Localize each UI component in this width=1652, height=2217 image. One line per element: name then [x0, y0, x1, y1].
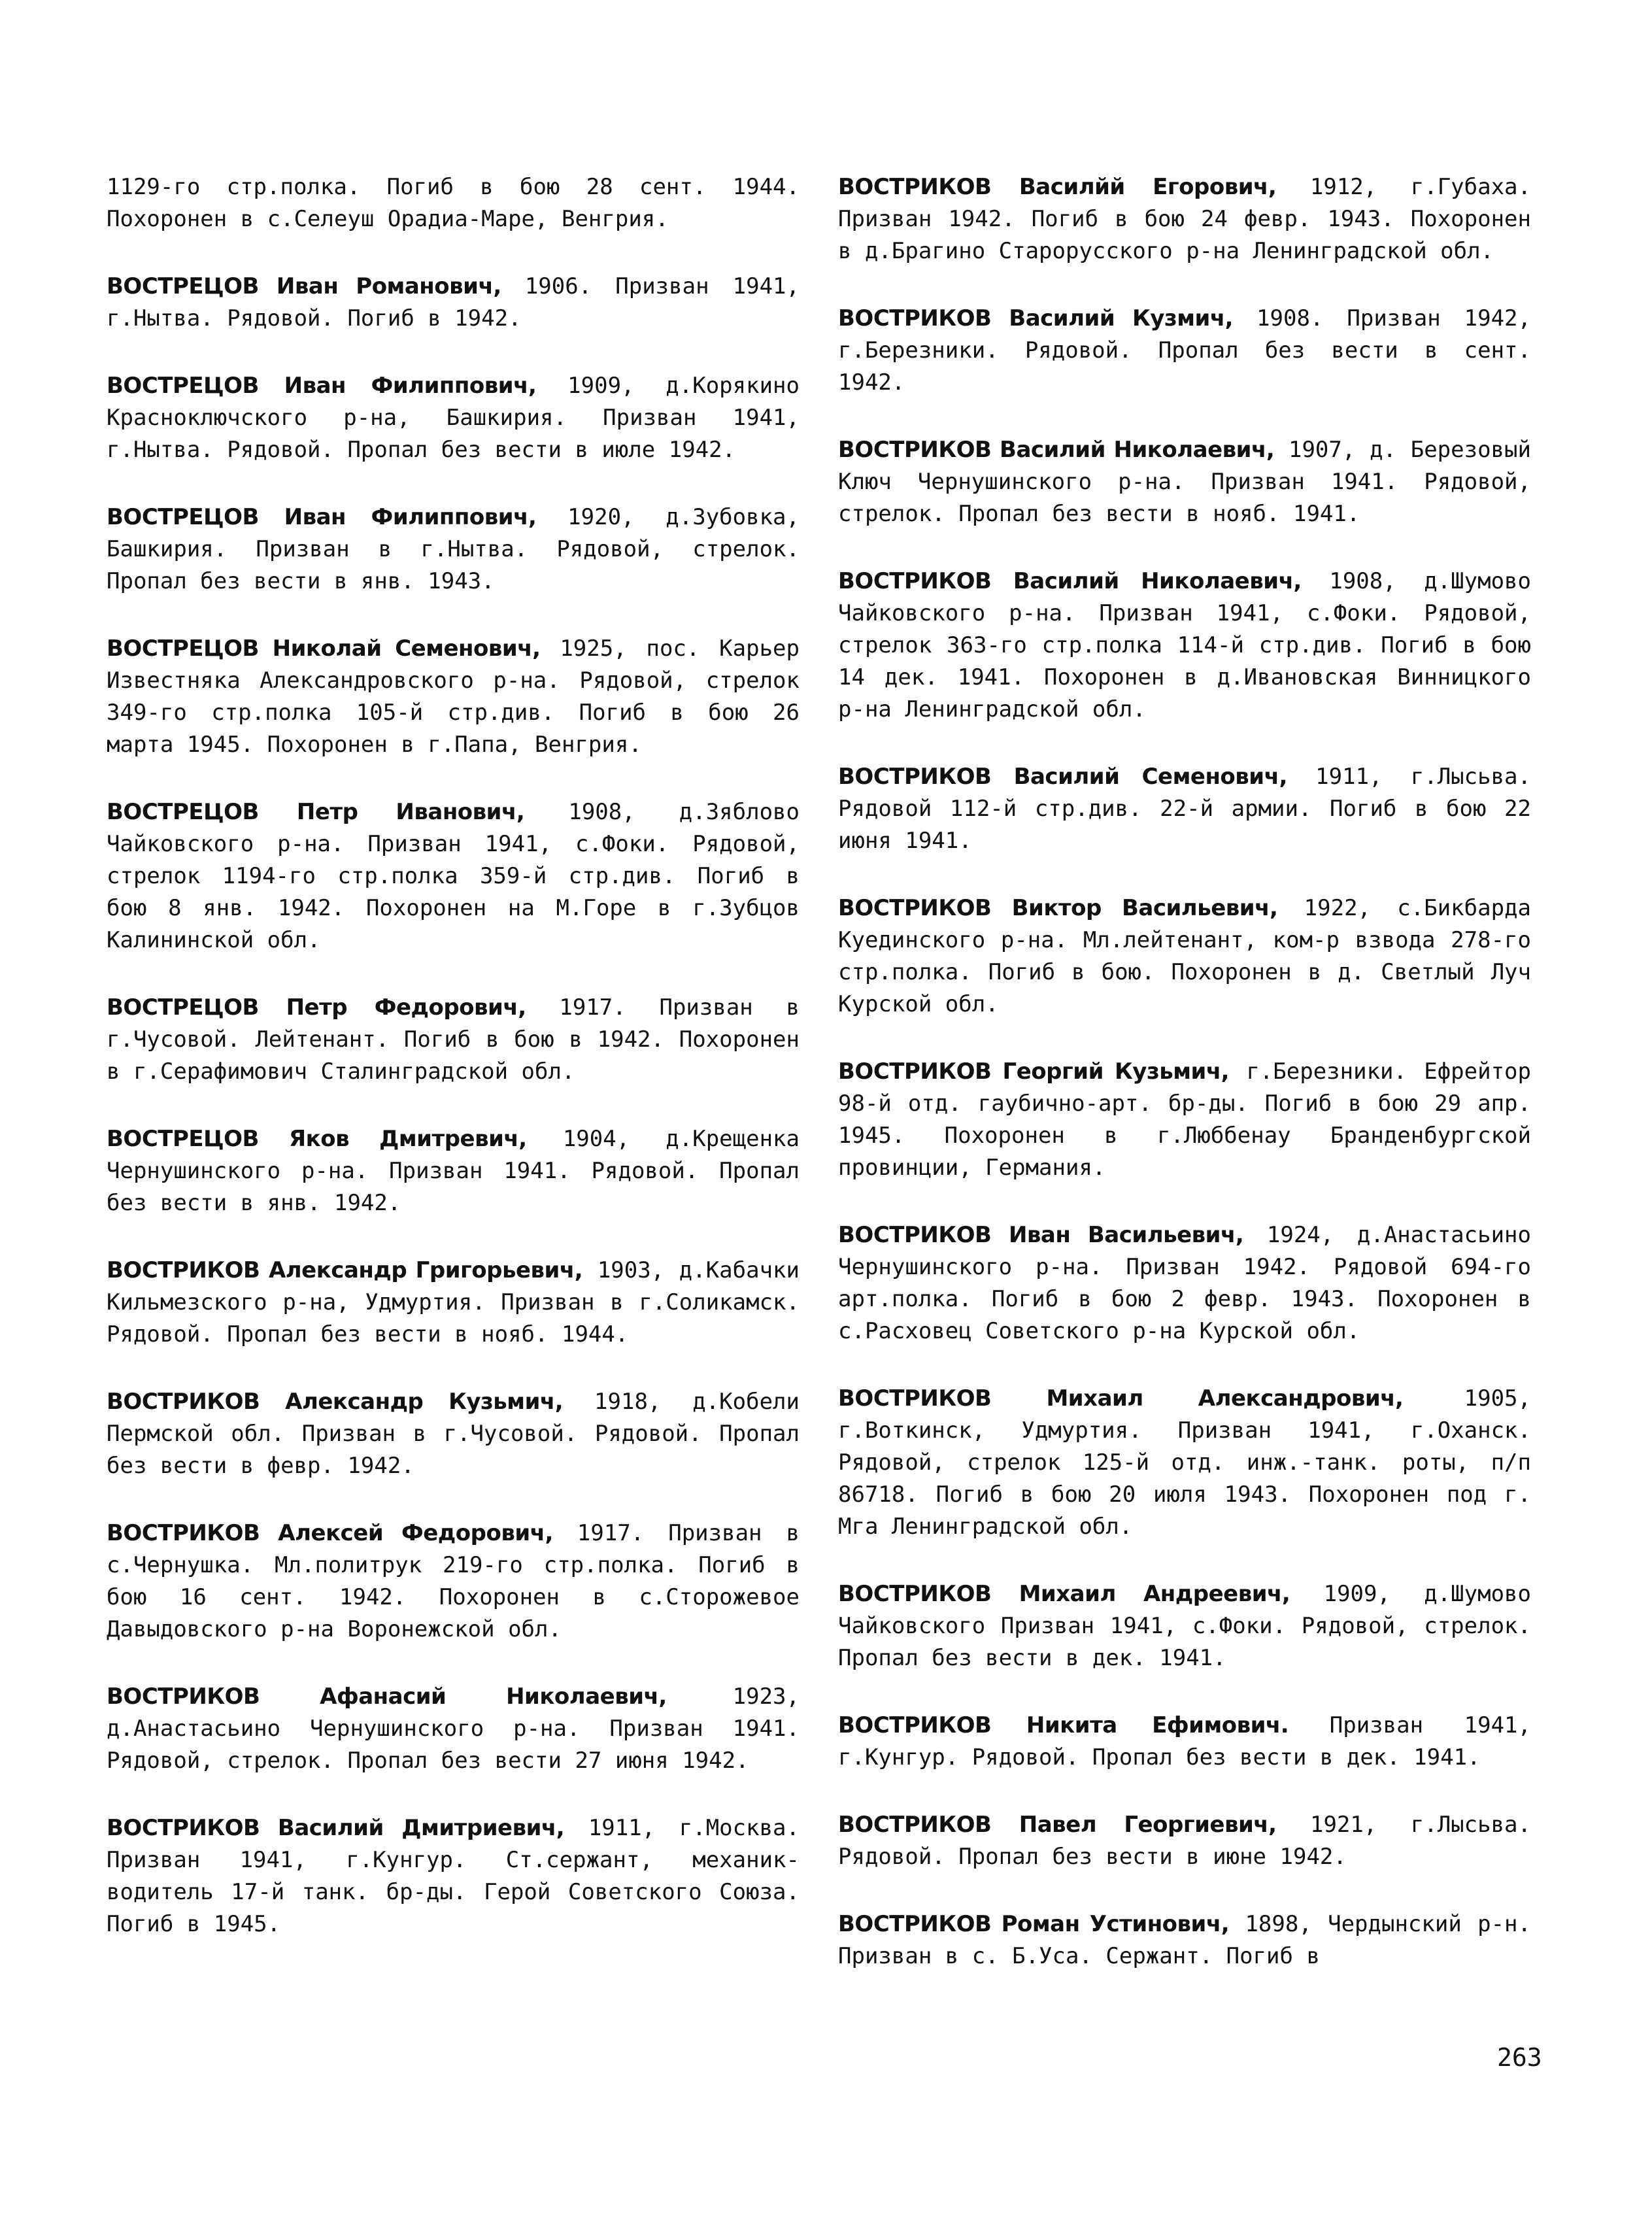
entry-name: ВОСТРИКОВ Василий Семенович, — [838, 764, 1287, 790]
entry — [838, 171, 1531, 267]
entry — [107, 1255, 800, 1351]
entry — [107, 1681, 800, 1777]
entry — [838, 1710, 1531, 1774]
entry-name: ВОСТРИКОВ Василий Дмитриевич, — [107, 1815, 565, 1841]
entry-name: ВОСТРИКОВ Василий Кузмич, — [838, 305, 1234, 331]
entry-text: 1922, с.Бикбарда Куединского р-на. Мл.лейтенант, ком-р взвода 278-го стр.полка. Погиб в бою. Похоронен в д. Светлый Луч Курской обл. — [838, 895, 1532, 1017]
entry — [838, 1809, 1531, 1873]
entry — [107, 796, 800, 956]
entry-name: ВОСТРИКОВ Михаил Александрович, — [838, 1385, 1404, 1412]
entry-name: ВОСТРИКОВ Александр Кузьмич, — [107, 1389, 564, 1415]
entry-name: ВОСТРЕЦОВ Яков Дмитревич, — [107, 1126, 527, 1152]
page-number: 263 — [1497, 2043, 1542, 2072]
left-column — [107, 171, 800, 1976]
entry-text: 1917. Призван в г.Чусовой. Лейтенант. Погиб в бою в 1942. Похоронен в г.Серафимович Сталинградской обл. — [107, 994, 800, 1085]
entry-name: ВОСТРИКОВ Василйй Егорович, — [838, 174, 1277, 200]
entry — [107, 1123, 800, 1219]
entry-text: 1920, д.Зубовка, Башкирия. Призван в г.Нытва. Рядовой, стрелок. Пропал без вести в янв. 1943. — [107, 504, 800, 594]
entry-text: 1911, г.Москва. Призван 1941, г.Кунгур. Ст.сержант, механик-водитель 17-й танк. бр-ды. Герой Советского Союза. Погиб в 1945. — [107, 1815, 800, 1937]
entry-text: 1904, д.Крещенка Чернушинского р-на. Призван 1941. Рядовой. Пропал без вести в янв. 1942. — [107, 1126, 800, 1216]
entry-text: 1129-го стр.полка. Погиб в бою 28 сент. 1944. Похоронен в с.Селеуш Орадиа-Маре, Венгрия. — [107, 174, 800, 232]
entry-name: ВОСТРИКОВ Павел Георгиевич, — [838, 1812, 1277, 1838]
entry-text: 1898, Чердынский р-н. Призван в с. Б.Уса. Сержант. Погиб в — [838, 1911, 1531, 1969]
entry-name: ВОСТРЕЦОВ Иван Филиппович, — [107, 373, 537, 399]
entry-name: ВОСТРЕЦОВ Николай Семенович, — [107, 635, 541, 662]
entry — [838, 1056, 1531, 1184]
entry-name: ВОСТРИКОВ Алексей Федорович, — [107, 1520, 553, 1546]
entry — [838, 566, 1531, 726]
entry-text: 1911, г.Лысьва. Рядовой 112-й стр.див. 22-й армии. Погиб в бою 22 июня 1941. — [838, 764, 1531, 854]
entry-name: ВОСТРИКОВ Георгий Кузьмич, — [838, 1058, 1230, 1085]
entry — [838, 303, 1531, 399]
entry — [107, 501, 800, 598]
entry — [107, 370, 800, 466]
entry-name: ВОСТРИКОВ Александр Григорьевич, — [107, 1257, 583, 1283]
entry-name: ВОСТРИКОВ Иван Васильевич, — [838, 1222, 1244, 1248]
entry-name: ВОСТРИКОВ Роман Устинович, — [838, 1911, 1230, 1937]
entry-name: ВОСТРИКОВ Михаил Андреевич, — [838, 1581, 1290, 1607]
entry-name: ВОСТРЕЦОВ Иван Филиппович, — [107, 504, 537, 530]
entry — [838, 434, 1531, 530]
entry — [838, 1219, 1531, 1347]
entry-text: 1924, д.Анастасьино Чернушинского р-на. Призван 1942. Рядовой 694-го арт.полка. Погиб в бою 2 февр. 1943. Похоронен в с.Расховец Советского р-на Курской обл. — [838, 1222, 1531, 1344]
entry-text: 1906. Призван 1941, г.Нытва. Рядовой. Погиб в 1942. — [107, 273, 800, 331]
entry — [838, 761, 1531, 857]
entry — [107, 992, 800, 1088]
entry-text: 1907, д. Березовый Ключ Чернушинского р-на. Призван 1941. Рядовой, стрелок. Пропал без вести в нояб. 1941. — [838, 437, 1531, 527]
entry — [838, 892, 1531, 1021]
entry-name: ВОСТРЕЦОВ Петр Федорович, — [107, 994, 526, 1021]
entry-name: ВОСТРИКОВ Афанасий Николаевич, — [107, 1684, 667, 1710]
entry-text: 1923, д.Анастасьино Чернушинского р-на. Призван 1941. Рядовой, стрелок. Пропал без вести 27 июня 1942. — [107, 1684, 800, 1774]
entry — [107, 1812, 800, 1940]
entry-name: ВОСТРЕЦОВ Иван Романович, — [107, 273, 501, 299]
entry-text: 1918, д.Кобели Пермской обл. Призван в г.Чусовой. Рядовой. Пропал без вести в февр. 1942. — [107, 1389, 800, 1479]
entry-name: ВОСТРИКОВ Василий Николаевич, — [838, 437, 1275, 463]
entry-text: 1905, г.Воткинск, Удмуртия. Призван 1941, г.Оханск. Рядовой, стрелок 125-й отд. инж.-танк. роты, п/п 86718. Погиб в бою 20 июля 1943. Похоронен под г. Мга Ленинградской обл. — [838, 1385, 1531, 1540]
entry-text: 1908. Призван 1942, г.Березники. Рядовой. Пропал без вести в сент. 1942. — [838, 305, 1531, 396]
entry — [107, 633, 800, 761]
entry-text: 1912, г.Губаха. Призван 1942. Погиб в бою 24 февр. 1943. Похоронен в д.Брагино Старорусского р-на Ленинградской обл. — [838, 174, 1531, 264]
entry — [838, 1908, 1531, 1972]
entry-text: 1908, д.Зяблово Чайковского р-на. Призван 1941, с.Фоки. Рядовой, стрелок 1194-го стр.полка 359-й стр.див. Погиб в бою 8 янв. 1942. Похоронен на М.Горе в г.Зубцов Калининской обл. — [107, 799, 800, 953]
entry-text: 1903, д.Кабачки Кильмезского р-на, Удмуртия. Призван в г.Соликамск. Рядовой. Пропал без вести в нояб. 1944. — [107, 1257, 800, 1347]
entry — [107, 171, 800, 235]
right-column — [838, 171, 1531, 2008]
entry-text: 1908, д.Шумово Чайковского р-на. Призван 1941, с.Фоки. Рядовой, стрелок 363-го стр.полка 114-й стр.див. Погиб в бою 14 дек. 1941. Похоронен в д.Ивановская Винницкого р-на Ленинградской обл. — [838, 568, 1531, 722]
entry-text: 1921, г.Лысьва. Рядовой. Пропал без вести в июне 1942. — [838, 1812, 1531, 1870]
entry — [107, 1386, 800, 1482]
entry — [838, 1578, 1531, 1674]
entry-name: ВОСТРИКОВ Никита Ефимович. — [838, 1712, 1289, 1738]
entry — [838, 1383, 1531, 1543]
entry-name: ВОСТРИКОВ Виктор Васильевич, — [838, 895, 1278, 921]
entry-text: 1925, пос. Карьер Известняка Александровского р-на. Рядовой, стрелок 349-го стр.полка 105-й стр.див. Погиб в бою 26 марта 1945. Похоронен в г.Папа, Венгрия. — [107, 635, 800, 758]
entry-text: 1909, д.Шумово Чайковского Призван 1941, с.Фоки. Рядовой, стрелок. Пропал без вести в дек. 1941. — [838, 1581, 1531, 1671]
entry — [107, 1517, 800, 1646]
entry-name: ВОСТРИКОВ Василий Николаевич, — [838, 568, 1302, 594]
entry-name: ВОСТРЕЦОВ Петр Иванович, — [107, 799, 525, 825]
entry-text: г.Березники. Ефрейтор 98-й отд. гаубично-арт. бр-ды. Погиб в бою 29 апр. 1945. Похоронен в г.Люббенау Бранденбургской провинции, Германия. — [838, 1058, 1531, 1181]
entry-text: 1909, д.Корякино Красноключского р-на, Башкирия. Призван 1941, г.Нытва. Рядовой. Пропал без вести в июле 1942. — [107, 373, 800, 463]
entry-text: 1917. Призван в с.Чернушка. Мл.политрук 219-го стр.полка. Погиб в бою 16 сент. 1942. Похоронен в с.Сторожевое Давыдовского р-на Воронежской обл. — [107, 1520, 800, 1642]
entry — [107, 271, 800, 335]
entry-text: Призван 1941, г.Кунгур. Рядовой. Пропал без вести в дек. 1941. — [838, 1712, 1531, 1770]
